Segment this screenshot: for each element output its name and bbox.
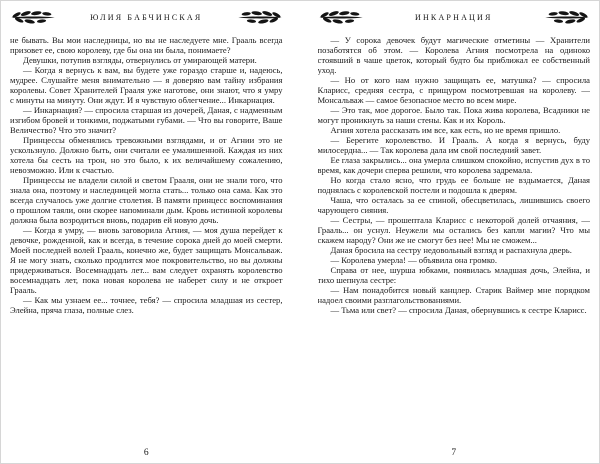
page-right-body xyxy=(318,35,591,442)
paragraph: Справа от нее, шурша юбками, появилась младшая дочь, Элейна, и тихо шепнула сестре: xyxy=(317,265,590,285)
paragraph: Даная бросила на сестру недовольный взгляд и распахнула дверь. xyxy=(330,245,572,255)
page-left-body xyxy=(10,35,283,442)
paragraph: — Как мы узнаем ее... точнее, тебя? — спросила младшая из сестер, Элейна, пряча глаза, полные слез. xyxy=(10,295,283,315)
paragraph: — Это так, мое дорогое. Было так. Пока жива королева, Всадники не могут проникнуть за наши стены. Как и их Король. xyxy=(317,105,590,125)
page-left xyxy=(1,1,300,463)
paragraph: Чаша, что осталась за ее спиной, обесцветилась, лишившись своего чарующего сияния. xyxy=(317,195,590,215)
floral-ornament-icon xyxy=(237,10,283,25)
page-number: 6 xyxy=(143,448,149,458)
page-left-header xyxy=(10,8,283,26)
paragraph: — Но от кого нам нужно защищать ее, матушка? — спросила Кларисс, средняя сестра, с прищуром посмотревшая на королеву. — Монсальваж — самое безопасное место во всем мире. xyxy=(317,75,590,105)
paragraph: — Королева умерла! — объявила она громко. xyxy=(330,255,498,265)
paragraph: — Берегите королевство. И Грааль. А когда я вернусь, буду милосердна... — Так королева дала им свой последний завет. xyxy=(317,135,590,155)
paragraph: Принцессы не владели силой и светом Грааля, они не знали того, что знала она, поэтому и наследницей могла стать... только она сама. Как это всегда случалось уже долгие столетия. В памяти принцесс воспоминания о прошлом таяли, они скорее напоминали дым. Кровь истинной королевы должна была возродиться вновь, подарив ей новую дочь. xyxy=(10,175,283,225)
paragraph: — Сестры, — прошептала Кларисс с некоторой долей отчаяния, — Грааль... он уснул. Неужели мы остались без капли магии? Что мы скажем народу? Они же не смогут без нее! Мы не сможем... xyxy=(317,215,590,245)
page-left-footer xyxy=(10,442,283,458)
paragraph: — Когда я вернусь к вам, вы будете уже гораздо старше и, надеюсь, мудрее. Слушайте меня внимательно — я доверяю вам тайну избрания королевы. Совет Хранителей Грааля уже наготове, они знают, что я умру с минуты на минуту. Они ждут. И я чувствую облегчение... Инкарнация. xyxy=(10,65,283,105)
paragraph: — Тьма или свет? — спросила Даная, обернувшись к сестре Кларисс. xyxy=(330,305,587,315)
page-right-header xyxy=(318,8,591,26)
paragraph: Девушки, потупив взгляды, отвернулись от умирающей матери. xyxy=(23,55,257,65)
paragraph: Агния хотела рассказать им все, как есть, но не время пришло. xyxy=(330,125,561,135)
page-number: 7 xyxy=(451,448,457,458)
paragraph: Но когда стало ясно, что грудь ее больше не вздымается, Даная поднялась с королевской постели и подошла к дверям. xyxy=(317,175,590,195)
paragraph: Принцессы обменялись тревожными взглядами, и от Агнии это не ускользнуло. Должно быть, они считали ее умалишенной. Каждая из них хотела бы сесть на трон, но это было, к их величайшему сожалению, невозможно. Или к счастью. xyxy=(10,135,283,175)
floral-ornament-icon xyxy=(318,10,364,25)
floral-ornament-icon xyxy=(10,10,56,25)
floral-ornament-icon xyxy=(544,10,590,25)
page-right-footer xyxy=(318,442,591,458)
running-title-author: ЮЛИЯ БАБЧИНСКАЯ xyxy=(90,12,203,22)
paragraph: не бывать. Вы мои наследницы, но вы не наследуете мне. Грааль всегда призовет ее, свою королеву, где бы она ни была, понимаете? xyxy=(10,35,283,55)
page-right xyxy=(300,1,600,463)
paragraph: — У сорока девочек будут магические отметины — Хранители позаботятся об этом. — Королева Агния посмотрела на одиноко стоявший в чаше цветок, который будто бы приближал ее собственный уход. xyxy=(317,35,590,75)
paragraph: — Инкарнация? — спросила старшая из дочерей, Даная, с надменным изгибом бровей и тонкими, поджатыми губами. — Что вы говорите, Ваше Величество? Что это значит? xyxy=(10,105,283,135)
paragraph: — Когда я умру, — вновь заговорила Агния, — моя душа перейдет к девочке, рожденной, как и всегда, в течение сорока дней до моей смерти. Моей последней волей Грааль, конечно же, будет защищать Монсальваж. Я не могу знать, сколько продлится мое покровительство, но вы должны придерживаться. Восемнадцать лет... вам следует охранять королевство восемнадцать лет, пока новая королева не наберет силу и не откроет Грааль. xyxy=(10,225,283,295)
paragraph: — Нам понадобится новый канцлер. Старик Ваймер мне порядком надоел своими разглагольствованиями. xyxy=(317,285,590,305)
running-title-book: ИНКАРНАЦИЯ xyxy=(414,12,493,22)
paragraph: Ее глаза закрылись... она умерла слишком спокойно, испустив дух в то время, как дочери сперва решили, что королева задремала. xyxy=(317,155,590,175)
